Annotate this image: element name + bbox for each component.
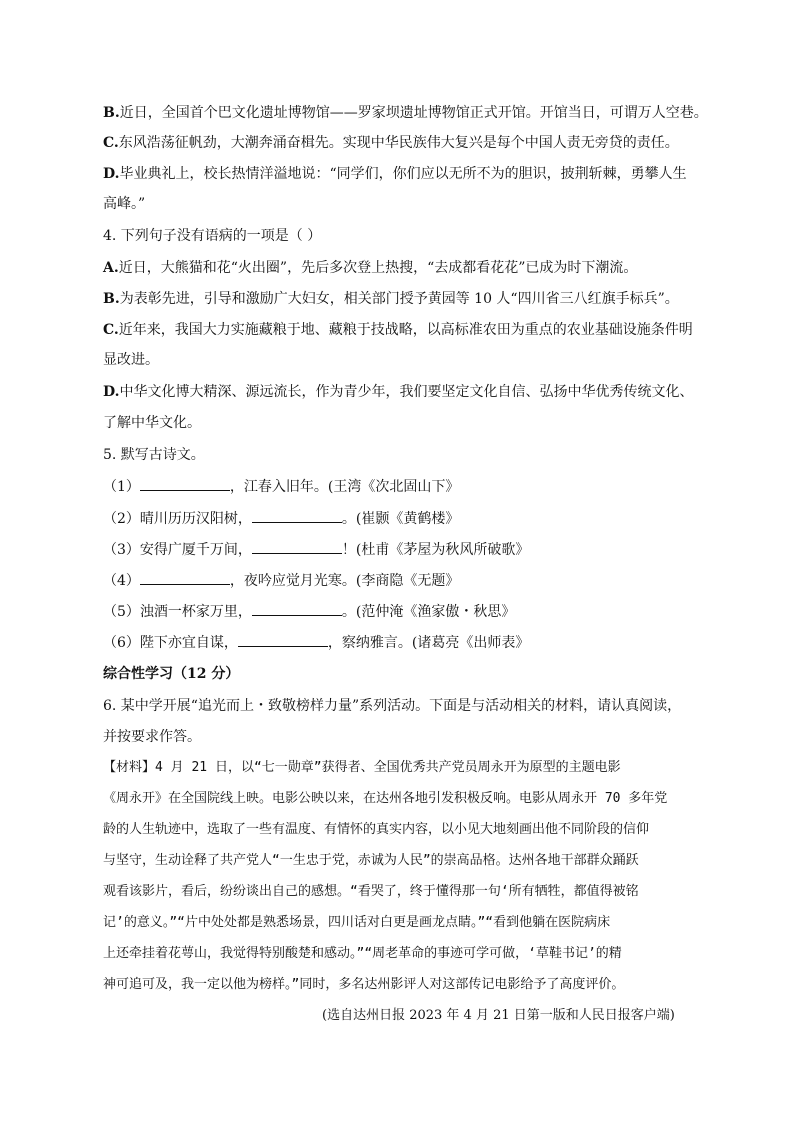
- material-line: 与坚守，生动诠释了共产党人“一生忠于党，赤诚为人民”的崇高品格。达州各地干部群众踊跃: [103, 853, 639, 868]
- material-line: 龄的人生轨迹中，选取了一些有温度、有情怀的真实内容，以小见大地刻画出他不同阶段的信仰: [103, 822, 650, 837]
- answer-blank[interactable]: [252, 601, 342, 616]
- material-line: 【材料】4 月 21 日，以“七一勋章”获得者、全国优秀共产党员周永开为原型的主题电影: [103, 760, 621, 775]
- option-c: C.东风浩荡征帆劲，大潮奔涌奋楫先。实现中华民族伟大复兴是每个中国人责无旁贷的责任。: [103, 135, 679, 151]
- poem-line-4: （4） ，夜吟应觉月光寒。(李商隐《无题》: [103, 570, 459, 591]
- question-5-stem: 5. 默写古诗文。: [103, 447, 205, 463]
- poem-line-1: （1） ，江春入旧年。(王湾《次北固山下》: [103, 476, 459, 497]
- section-heading: 综合性学习（12 分）: [103, 666, 240, 682]
- question-6-stem: 6. 某中学开展“追光而上・致敬榜样力量”系列活动。下面是与活动相关的材料，请认真阅读，: [103, 698, 682, 714]
- poem-line-2: （2）晴川历历汉阳树， 。(崔颢《黄鹤楼》: [103, 508, 459, 529]
- material-line: 《周永开》在全国院线上映。电影公映以来，在达州各地引发积极反响。电影从周永开 70 多年党: [103, 791, 668, 806]
- q4-option-c: C.近年来，我国大力实施藏粮于地、藏粮于技战略，以高标准农田为重点的农业基础设施条件明: [103, 322, 693, 338]
- answer-blank[interactable]: [140, 476, 230, 491]
- answer-blank[interactable]: [252, 508, 342, 523]
- poem-line-5: （5）浊酒一杯家万里， 。(范仲淹《渔家傲・秋思》: [103, 601, 515, 622]
- question-4-stem: 4. 下列句子没有语病的一项是（ ）: [103, 228, 322, 244]
- poem-line-6: （6）陛下亦宜自谋， ，察纳雅言。(诸葛亮《出师表》: [103, 632, 529, 653]
- poem-line-3: （3）安得广厦千万间， ！(杜甫《茅屋为秋风所破歌》: [103, 539, 529, 560]
- material-source: (选自达州日报 2023 年 4 月 21 日第一版和人民日报客户端): [322, 1008, 675, 1023]
- option-d-continued: 高峰。”: [103, 196, 146, 212]
- answer-blank[interactable]: [140, 570, 230, 585]
- material-line: 神可追可及，我一定以他为榜样。”同时，多名达州影评人对这部传记电影给予了高度评价。: [103, 977, 625, 992]
- material-line: 观看该影片，看后，纷纷谈出自己的感想。“看哭了，终于懂得那一句‘所有牺牲，都值得被铭: [103, 884, 639, 899]
- q4-option-a: A.近日，大熊猫和花“火出圈”，先后多次登上热搜，“去成都看花花”已成为时下潮流。: [103, 260, 638, 276]
- material-line: 上还牵挂着花萼山，我觉得特别酸楚和感动。”“周老革命的事迹可学可做，‘草鞋书记’的精: [103, 946, 622, 961]
- option-b: B.近日，全国首个巴文化遗址博物馆——罗家坝遗址博物馆正式开馆。开馆当日，可谓万人空巷。: [103, 105, 708, 121]
- answer-blank[interactable]: [252, 539, 342, 554]
- option-d: D.毕业典礼上，校长热情洋溢地说：“同学们，你们应以无所不为的胆识，披荆斩棘，勇攀人生: [103, 166, 687, 182]
- material-line: 记’的意义。”“片中处处都是熟悉场景，四川话对白更是画龙点睛。”“看到他躺在医院病床: [103, 915, 611, 930]
- q4-option-d: D.中华文化博大精深、源远流长，作为青少年，我们要坚定文化自信、弘扬中华优秀传统文化、: [103, 384, 694, 400]
- q4-option-b: B.为表彰先进，引导和激励广大妇女，相关部门授予黄园等 10 人“四川省三八红旗手标兵”。: [103, 291, 679, 307]
- answer-blank[interactable]: [238, 632, 328, 647]
- question-6-stem-continued: 并按要求作答。: [103, 729, 201, 745]
- q4-option-d-continued: 了解中华文化。: [103, 415, 201, 431]
- q4-option-c-continued: 显改进。: [103, 352, 159, 368]
